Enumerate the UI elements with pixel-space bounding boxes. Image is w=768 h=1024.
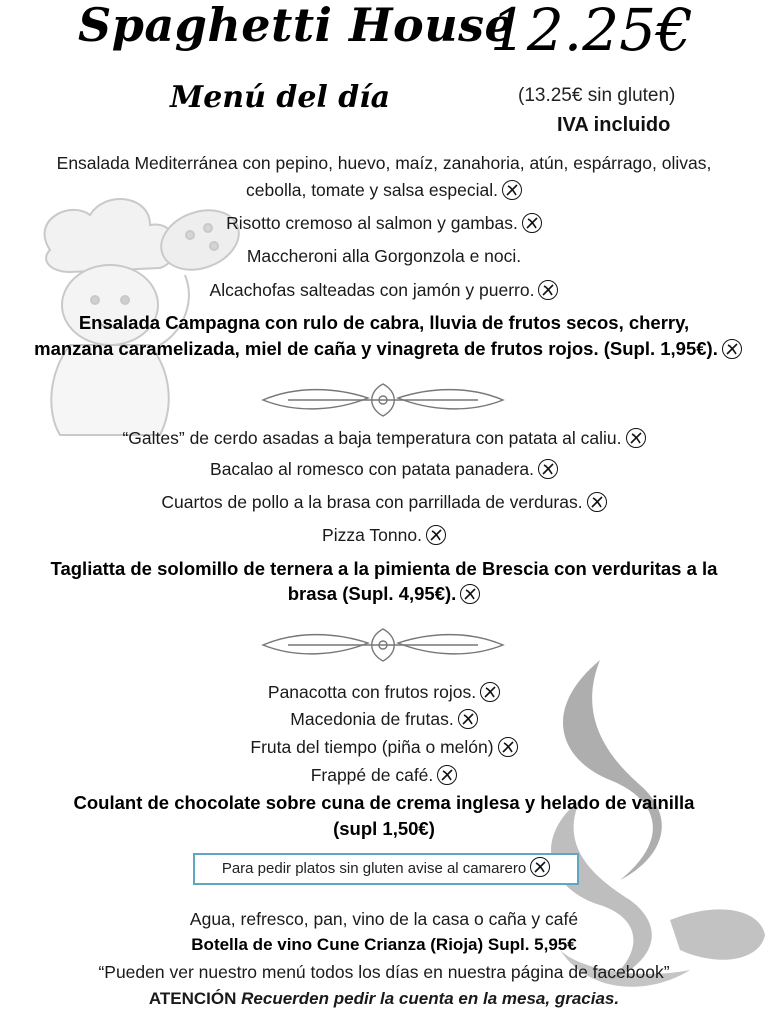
- menu-item-line: Macedonia de frutas.: [0, 706, 768, 732]
- gluten-free-icon: [460, 584, 480, 604]
- gluten-note-box: [193, 853, 579, 885]
- menu-item-line: Cuartos de pollo a la brasa con parrillada de verduras.: [0, 489, 768, 515]
- menu-special-line: brasa (Supl. 4,95€).: [0, 581, 768, 607]
- menu-item-line: Frappé de café.: [0, 762, 768, 788]
- gluten-free-icon: [437, 765, 457, 785]
- restaurant-name: Spaghetti House: [78, 0, 515, 52]
- menu-subtitle: Menú del día: [170, 80, 391, 115]
- menu-special-line: Coulant de chocolate sobre cuna de crema inglesa y helado de vainilla: [73, 792, 695, 813]
- menu-special-line: Ensalada Campagna con rulo de cabra, lluvia de frutos secos, cherry,: [78, 312, 690, 333]
- gluten-free-icon: [538, 280, 558, 300]
- attention-note: [0, 986, 768, 1012]
- menu-special-line: manzana caramelizada, miel de caña y vinagreta de frutos rojos. (Supl. 1,95€).: [4, 336, 768, 362]
- gluten-free-icon: [502, 180, 522, 200]
- vat-note: IVA incluido: [557, 114, 671, 136]
- gluten-free-icon: [626, 428, 646, 448]
- gluten-free-icon: [426, 525, 446, 545]
- menu-item-line: Maccheroni alla Gorgonzola e noci.: [246, 246, 522, 266]
- ornament-divider: [258, 380, 508, 420]
- includes-note: Agua, refresco, pan, vino de la casa o caña y café: [189, 909, 579, 929]
- gluten-free-price: (13.25€ sin gluten): [518, 85, 676, 106]
- gluten-free-icon: [522, 213, 542, 233]
- attention-text: Recuerden pedir la cuenta en la mesa, gracias.: [241, 989, 620, 1008]
- attention-label: ATENCIÓN: [148, 989, 237, 1008]
- menu-item-line: Bacalao al romesco con patata panadera.: [0, 456, 768, 482]
- gluten-note-text: Para pedir platos sin gluten avise al camarero: [221, 860, 527, 877]
- gluten-free-icon: [530, 857, 550, 877]
- gluten-free-icon: [538, 459, 558, 479]
- gluten-free-icon: [498, 737, 518, 757]
- gluten-free-icon: [458, 709, 478, 729]
- menu-price: 12.25€: [490, 0, 693, 64]
- menu-item-line: “Galtes” de cerdo asadas a baja temperatura con patata al caliu.: [0, 425, 768, 451]
- menu-special-line: (supl 1,50€): [333, 818, 435, 839]
- gluten-free-icon: [722, 339, 742, 359]
- menu-item-line: cebolla, tomate y salsa especial.: [0, 177, 768, 203]
- menu-item-line: Fruta del tiempo (piña o melón): [0, 734, 768, 760]
- menu-item-line: Alcachofas salteadas con jamón y puerro.: [0, 277, 768, 303]
- wine-offer: Botella de vino Cune Crianza (Rioja) Supl. 5,95€: [191, 935, 577, 954]
- gluten-free-icon: [587, 492, 607, 512]
- menu-item-line: Panacotta con frutos rojos.: [0, 679, 768, 705]
- menu-item-line: Pizza Tonno.: [0, 522, 768, 548]
- ornament-divider: [258, 625, 508, 665]
- menu-item-line: Risotto cremoso al salmon y gambas.: [0, 210, 768, 236]
- menu-special-line: Tagliatta de solomillo de ternera a la pimienta de Brescia con verduritas a la: [50, 558, 718, 579]
- menu-item-line: Ensalada Mediterránea con pepino, huevo, maíz, zanahoria, atún, espárrago, olivas,: [56, 153, 712, 173]
- facebook-note: “Pueden ver nuestro menú todos los días en nuestra página de facebook”: [98, 962, 670, 982]
- gluten-free-icon: [480, 682, 500, 702]
